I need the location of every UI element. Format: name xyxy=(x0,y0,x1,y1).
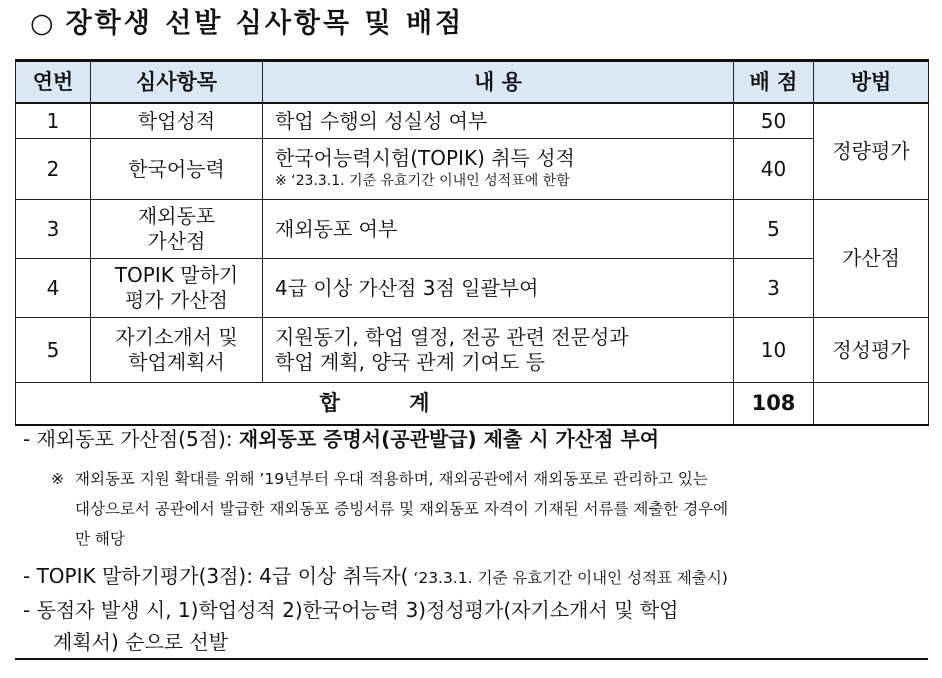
cell-method-qualitative: 정성평가 xyxy=(814,318,929,383)
table-row xyxy=(16,139,929,200)
note-bonus-bold: 재외동포 증명서(공관발급) 제출 시 가산점 부여 xyxy=(238,427,660,451)
header-score: 배 점 xyxy=(734,61,814,104)
note-ref-line: 대상으로서 공관에서 발급한 재외동포 증빙서류 및 재외동포 자격이 기재된 서류를 제출한 경우에 xyxy=(75,500,729,518)
cell-no: 3 xyxy=(16,200,91,259)
cell-method-bonus: 가산점 xyxy=(814,200,929,318)
header-item: 심사항목 xyxy=(91,61,263,104)
cell-item xyxy=(91,259,263,318)
note-tie-line: 계획서) 순으로 선발 xyxy=(53,630,229,654)
cell-content: 4급 이상 가산점 3점 일괄부여 xyxy=(263,259,734,318)
title-text: 장학생 선발 심사항목 및 배점 xyxy=(65,8,465,39)
cell-score: 5 xyxy=(734,200,814,259)
cell-no: 2 xyxy=(16,139,91,200)
cell-score: 3 xyxy=(734,259,814,318)
cell-item: 학업성적 xyxy=(91,103,263,139)
note-ref-line: 재외동포 지원 확대를 위해 ’19년부터 우대 적용하며, 재외공관에서 재외동포로 관리하고 있는 xyxy=(75,470,708,488)
reference-mark: ※ xyxy=(51,470,64,488)
cell-content: 재외동포 여부 xyxy=(263,200,734,259)
item-line: TOPIK 말하기 xyxy=(114,263,239,287)
item-line: 가산점 xyxy=(147,229,206,253)
total-label: 합 계 xyxy=(319,391,430,415)
cell-content: 학업 수행의 성실성 여부 xyxy=(263,103,734,139)
note-topik-main: - TOPIK 말하기평가(3점): 4급 이상 취득자( xyxy=(23,564,409,588)
scoring-table xyxy=(15,59,929,426)
table-row xyxy=(16,259,929,318)
note-topik xyxy=(23,562,728,592)
cell-no: 4 xyxy=(16,259,91,318)
cell-method-quantitative: 정량평가 xyxy=(814,103,929,200)
cell-score: 40 xyxy=(734,139,814,200)
cell-item xyxy=(91,318,263,383)
section-title xyxy=(30,4,464,44)
table-header-row xyxy=(16,61,929,104)
item-line: 재외동포 xyxy=(137,204,216,228)
header-no: 연번 xyxy=(16,61,91,104)
header-method: 방법 xyxy=(814,61,929,104)
note-topik-small: ‘23.3.1. 기준 유효기간 이내인 성적표 제출시) xyxy=(408,569,728,587)
cell-score: 10 xyxy=(734,318,814,383)
cell-item: 한국어능력 xyxy=(91,139,263,200)
cell-no: 5 xyxy=(16,318,91,383)
item-line: 평가 가산점 xyxy=(125,288,228,312)
total-empty-cell xyxy=(814,383,929,426)
header-content: 내 용 xyxy=(263,61,734,104)
note-tie-line: - 동점자 발생 시, 1)학업성적 2)한국어능력 3)정성평가(자기소개서 및 학업 xyxy=(23,598,679,622)
content-note: ※ ‘23.3.1. 기준 유효기간 이내인 성적표에 한함 xyxy=(275,173,570,189)
note-bonus-prefix: - 재외동포 가산점(5점): xyxy=(23,427,239,451)
notes-section xyxy=(15,422,928,662)
table-row xyxy=(16,318,929,383)
content-line: 학업 계획, 양국 관계 기여도 등 xyxy=(275,350,545,374)
cell-content xyxy=(263,139,734,200)
cell-no: 1 xyxy=(16,103,91,139)
table-row xyxy=(16,200,929,259)
note-bonus xyxy=(23,425,659,453)
cell-score: 50 xyxy=(734,103,814,139)
table-row xyxy=(16,103,929,139)
total-score: 108 xyxy=(734,383,814,426)
title-bullet: ○ xyxy=(30,8,54,39)
content-line: 지원동기, 학업 열정, 전공 관련 전문성과 xyxy=(275,325,629,349)
cell-item xyxy=(91,200,263,259)
note-ref-line: 만 해당 xyxy=(75,530,125,548)
item-line: 자기소개서 및 xyxy=(115,325,238,349)
total-row xyxy=(16,383,929,426)
cell-content xyxy=(263,318,734,383)
content-text: 한국어능력시험(TOPIK) 취득 성적 xyxy=(275,146,575,170)
item-line: 학업계획서 xyxy=(128,350,225,374)
bottom-rule xyxy=(15,658,928,660)
total-label-cell xyxy=(16,383,734,426)
